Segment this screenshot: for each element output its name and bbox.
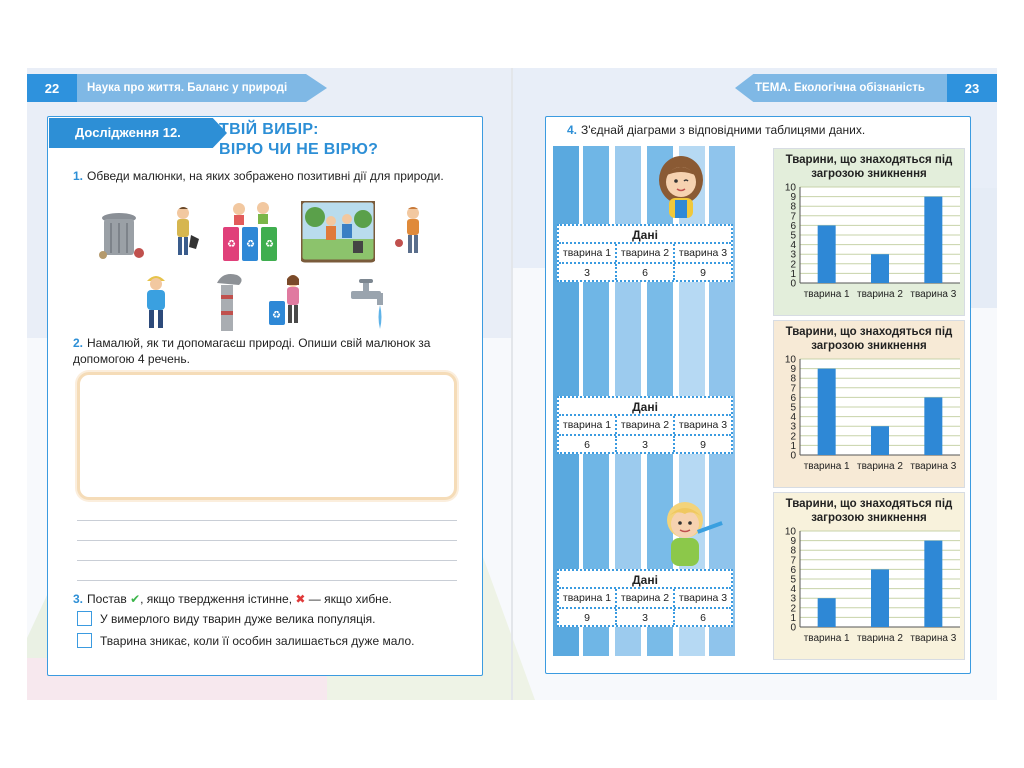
boy-littering-picture[interactable] [167, 205, 203, 265]
data-table-value: 3 [584, 267, 590, 279]
y-tick-label: 10 [784, 183, 796, 194]
x-tick-label: тварина 1 [803, 289, 850, 300]
textbook-spread [27, 68, 997, 700]
task-2-text: Намалюй, як ти допомагаєш природі. Опиши свій малюнок за допомогою 4 речень. [73, 336, 431, 366]
y-tick-label: 3 [790, 249, 796, 261]
bar [871, 426, 889, 455]
data-table-label: тварина 3 [673, 244, 731, 262]
y-tick-label: 8 [790, 545, 796, 557]
writing-line[interactable] [77, 540, 457, 541]
y-tick-label: 9 [790, 364, 796, 376]
bar [818, 598, 836, 627]
data-table-label: тварина 1 [562, 592, 612, 604]
statement-text: Тварина зникає, коли її особин залишається дуже мало. [100, 633, 415, 648]
task-4-text: З'єднай діаграми з відповідними таблицями даних. [581, 123, 866, 137]
y-tick-label: 5 [790, 230, 796, 242]
data-table-label: тварина 3 [673, 589, 731, 607]
y-tick-label: 7 [790, 555, 796, 567]
y-tick-label: 10 [784, 355, 796, 366]
y-tick-label: 5 [790, 402, 796, 414]
y-tick-label: 8 [790, 201, 796, 213]
trash-can-picture[interactable] [97, 209, 147, 261]
y-tick-label: 6 [790, 220, 796, 232]
bar-chart-1[interactable] [773, 148, 965, 316]
data-table-label: тварина 2 [615, 416, 673, 434]
y-tick-label: 8 [790, 373, 796, 385]
data-table-value: 3 [615, 609, 673, 625]
chart-title: Тварини, що знаходяться під загрозою зникнення [785, 154, 953, 180]
water-tap-picture[interactable] [349, 275, 395, 331]
task-3 [73, 591, 493, 607]
y-tick-label: 1 [790, 268, 796, 280]
y-tick-label: 2 [790, 431, 796, 443]
book-spine [511, 68, 513, 700]
y-tick-label: 3 [790, 421, 796, 433]
study-title-line2: ВІРЮ ЧИ НЕ ВІРЮ? [219, 141, 379, 158]
y-tick-label: 3 [790, 593, 796, 605]
y-tick-label: 0 [790, 278, 796, 290]
y-tick-label: 1 [790, 440, 796, 452]
writing-line[interactable] [77, 580, 457, 581]
data-table-value-row [559, 262, 731, 280]
task-2-number: 2. [73, 336, 84, 350]
data-table-head: Дані [559, 398, 731, 416]
bar [871, 254, 889, 283]
chart-title: Тварини, що знаходяться під загрозою зникнення [785, 326, 953, 352]
task-1-text: Обведи малюнки, на яких зображено позитивні дії для природи. [87, 169, 444, 183]
cross-icon: ✖ [295, 592, 306, 606]
data-table-label-row [559, 589, 731, 607]
data-table-label: тварина 3 [673, 416, 731, 434]
statement-row [77, 611, 376, 626]
kids-cleaning-park-picture[interactable] [301, 201, 375, 265]
statement-text: У вимерлого виду тварин дуже велика популяція. [100, 611, 376, 626]
study-label: Дослідження 12. [75, 125, 181, 140]
data-table-value: 6 [673, 609, 731, 625]
data-table-value-row [559, 607, 731, 625]
study-title-line1: ТВІЙ ВИБІР: [219, 121, 319, 138]
boy-throwing-trash-picture[interactable] [393, 205, 429, 265]
svg-text:♻: ♻ [227, 239, 236, 250]
data-table-2 [557, 396, 733, 454]
task-3-text-after: — якщо хибне. [308, 592, 392, 606]
y-tick-label: 1 [790, 612, 796, 624]
bar [924, 541, 942, 627]
checkmark-icon: ✔ [130, 592, 141, 606]
task-4 [567, 122, 947, 138]
left-page-number: 22 [27, 74, 77, 102]
bar [818, 369, 836, 455]
task-3-text-middle: , якщо твердження істинне, [140, 592, 293, 606]
data-table-label: тварина 1 [562, 419, 612, 431]
x-tick-label: тварина 1 [803, 461, 850, 472]
bar [871, 569, 889, 627]
data-table-value-row [559, 434, 731, 452]
data-table-1 [557, 224, 733, 282]
x-tick-label: тварина 1 [803, 633, 850, 644]
data-table-label-row [559, 244, 731, 262]
svg-text:♻: ♻ [246, 239, 255, 250]
svg-text:♻: ♻ [265, 239, 274, 250]
y-tick-label: 4 [790, 584, 796, 596]
y-tick-label: 4 [790, 412, 796, 424]
data-table-head: Дані [559, 226, 731, 244]
bar-chart-plot [774, 355, 966, 487]
data-table-value: 3 [615, 436, 673, 452]
x-tick-label: тварина 3 [910, 289, 957, 300]
y-tick-label: 9 [790, 536, 796, 548]
chart-title: Тварини, що знаходяться під загрозою зникнення [785, 498, 953, 524]
study-title [219, 120, 479, 160]
task-1-pictures [97, 201, 427, 331]
bar [924, 197, 942, 283]
boy-illustration [655, 492, 727, 568]
data-table-label: тварина 1 [562, 247, 612, 259]
y-tick-label: 0 [790, 450, 796, 462]
drawing-area[interactable] [77, 372, 457, 500]
y-tick-label: 6 [790, 392, 796, 404]
y-tick-label: 4 [790, 240, 796, 252]
task-1-number: 1. [73, 169, 84, 183]
writing-line[interactable] [77, 560, 457, 561]
y-tick-label: 7 [790, 383, 796, 395]
bar [924, 397, 942, 455]
x-tick-label: тварина 3 [910, 633, 957, 644]
task-2 [73, 335, 473, 367]
y-tick-label: 0 [790, 622, 796, 634]
data-table-value: 6 [584, 439, 590, 451]
girl-illustration [651, 154, 711, 220]
writing-line[interactable] [77, 520, 457, 521]
task-1 [73, 168, 473, 184]
bar [818, 225, 836, 283]
y-tick-label: 9 [790, 192, 796, 204]
statement-checkbox[interactable] [77, 633, 92, 648]
x-tick-label: тварина 2 [857, 461, 903, 472]
girl-recycling-picture[interactable] [267, 273, 311, 333]
data-table-value: 9 [673, 436, 731, 452]
y-tick-label: 10 [784, 527, 796, 538]
factory-pipe-picture[interactable] [209, 271, 249, 333]
svg-text:♻: ♻ [272, 310, 281, 321]
y-tick-label: 2 [790, 259, 796, 271]
y-tick-label: 2 [790, 603, 796, 615]
data-table-label: тварина 2 [615, 244, 673, 262]
data-table-value: 9 [584, 612, 590, 624]
x-tick-label: тварина 3 [910, 461, 957, 472]
statement-row [77, 633, 415, 648]
task-4-number: 4. [567, 123, 578, 137]
data-table-head: Дані [559, 571, 731, 589]
statement-checkbox[interactable] [77, 611, 92, 626]
bar-chart-plot [774, 183, 966, 315]
y-tick-label: 5 [790, 574, 796, 586]
right-header-title: ТЕМА. Екологічна обізнаність [755, 82, 925, 94]
x-tick-label: тварина 2 [857, 289, 903, 300]
y-tick-label: 6 [790, 564, 796, 576]
data-table-label: тварина 2 [615, 589, 673, 607]
task-3-number: 3. [73, 592, 84, 606]
data-table-3 [557, 569, 733, 627]
y-tick-label: 7 [790, 211, 796, 223]
data-table-value: 6 [615, 264, 673, 280]
task-3-text-before: Постав [87, 592, 127, 606]
x-tick-label: тварина 2 [857, 633, 903, 644]
bar-chart-plot [774, 527, 966, 659]
data-table-value: 9 [673, 264, 731, 280]
data-table-label-row [559, 416, 731, 434]
left-header-title: Наука про життя. Баланс у природі [87, 82, 288, 94]
kids-recycling-picture[interactable] [219, 201, 283, 265]
bar-chart-3[interactable] [773, 492, 965, 660]
right-page-number: 23 [947, 74, 997, 102]
boy-in-winter-picture[interactable] [139, 273, 173, 333]
bar-chart-2[interactable] [773, 320, 965, 488]
